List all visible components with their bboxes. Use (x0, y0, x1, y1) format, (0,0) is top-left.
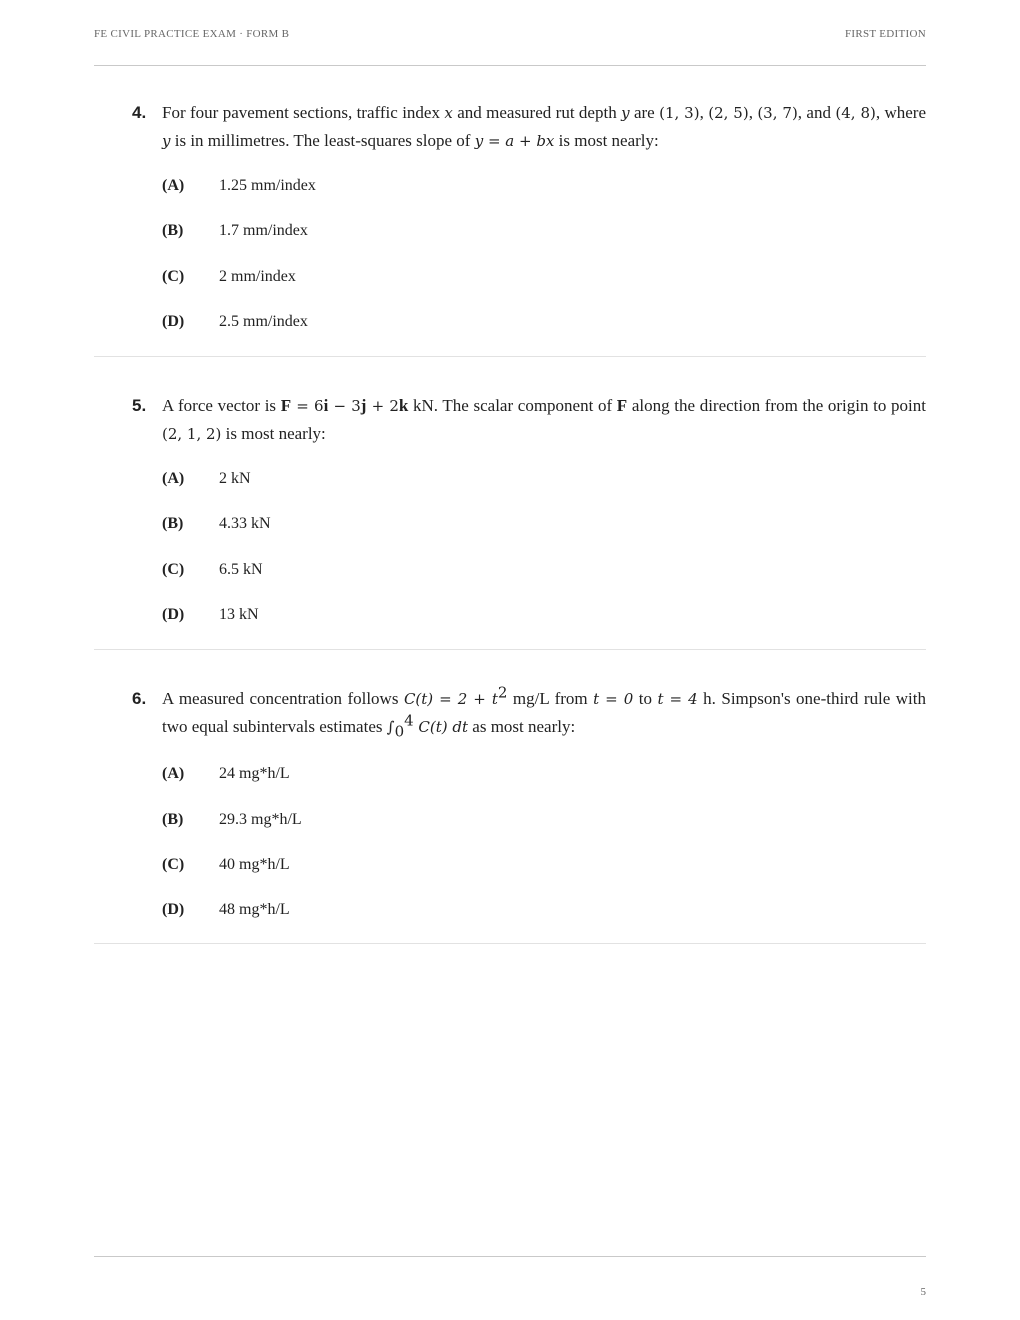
choice-text: 4.33 kN (219, 515, 271, 532)
question-divider (94, 649, 926, 650)
choice-letter: (A) (162, 470, 185, 487)
footer-divider (94, 1256, 926, 1257)
choice-text: 29.3 mg*h/L (219, 811, 302, 828)
header-divider (94, 65, 926, 66)
choice-letter: (C) (162, 268, 185, 285)
choice-letter: (B) (162, 222, 184, 239)
choice-letter: (A) (162, 765, 185, 782)
choice-letter: (C) (162, 561, 185, 578)
choice-text: 2 kN (219, 470, 251, 487)
question-number: 6. (132, 689, 147, 708)
choice-text: 6.5 kN (219, 561, 263, 578)
choice-text: 48 mg*h/L (219, 901, 290, 918)
question-number: 4. (132, 103, 147, 122)
choice-text: 24 mg*h/L (219, 765, 290, 782)
question-stem: For four pavement sections, traffic index x and measured rut depth y are (1, 3), (2, 5), (3, 7), and (4, 8), where y is in millimetres. The least-squares slope of y = a + bx is most nearly: (162, 103, 927, 150)
choice-letter: (B) (162, 811, 184, 828)
question-stem: A measured concentration follows $C(t) = 2 + t^2$ mg/L from t = 0 to t = 4 h. Simpson's one-third rule with two equal subintervals estimates $\int_0^4$ C(t) dt as most nearly: (162, 683, 926, 741)
page-header (94, 28, 926, 42)
choice-text: 2.5 mm/index (219, 313, 308, 330)
question-stem: A force vector is F = 6i − 3j + 2k kN. The scalar component of F along the direction from the origin to point (2, 1, 2) is most nearly: (162, 396, 926, 443)
choice-letter: (C) (162, 856, 185, 873)
choice-letter: (B) (162, 515, 184, 532)
question-divider (94, 356, 926, 357)
question-number: 5. (132, 396, 147, 415)
page-number: 5 (920, 1286, 926, 1298)
header-exam-title: FE CIVIL PRACTICE EXAM · FORM B (94, 28, 290, 40)
choice-letter: (D) (162, 606, 185, 623)
choice-text: 2 mm/index (219, 268, 296, 285)
choice-text: 13 kN (219, 606, 259, 623)
choice-letter: (A) (162, 177, 185, 194)
choice-text: 1.25 mm/index (219, 177, 316, 194)
choice-letter: (D) (162, 901, 185, 918)
choice-text: 40 mg*h/L (219, 856, 290, 873)
header-edition: FIRST EDITION (844, 28, 926, 40)
choice-text: 1.7 mm/index (219, 222, 308, 239)
choice-letter: (D) (162, 313, 185, 330)
question-divider (94, 943, 926, 944)
